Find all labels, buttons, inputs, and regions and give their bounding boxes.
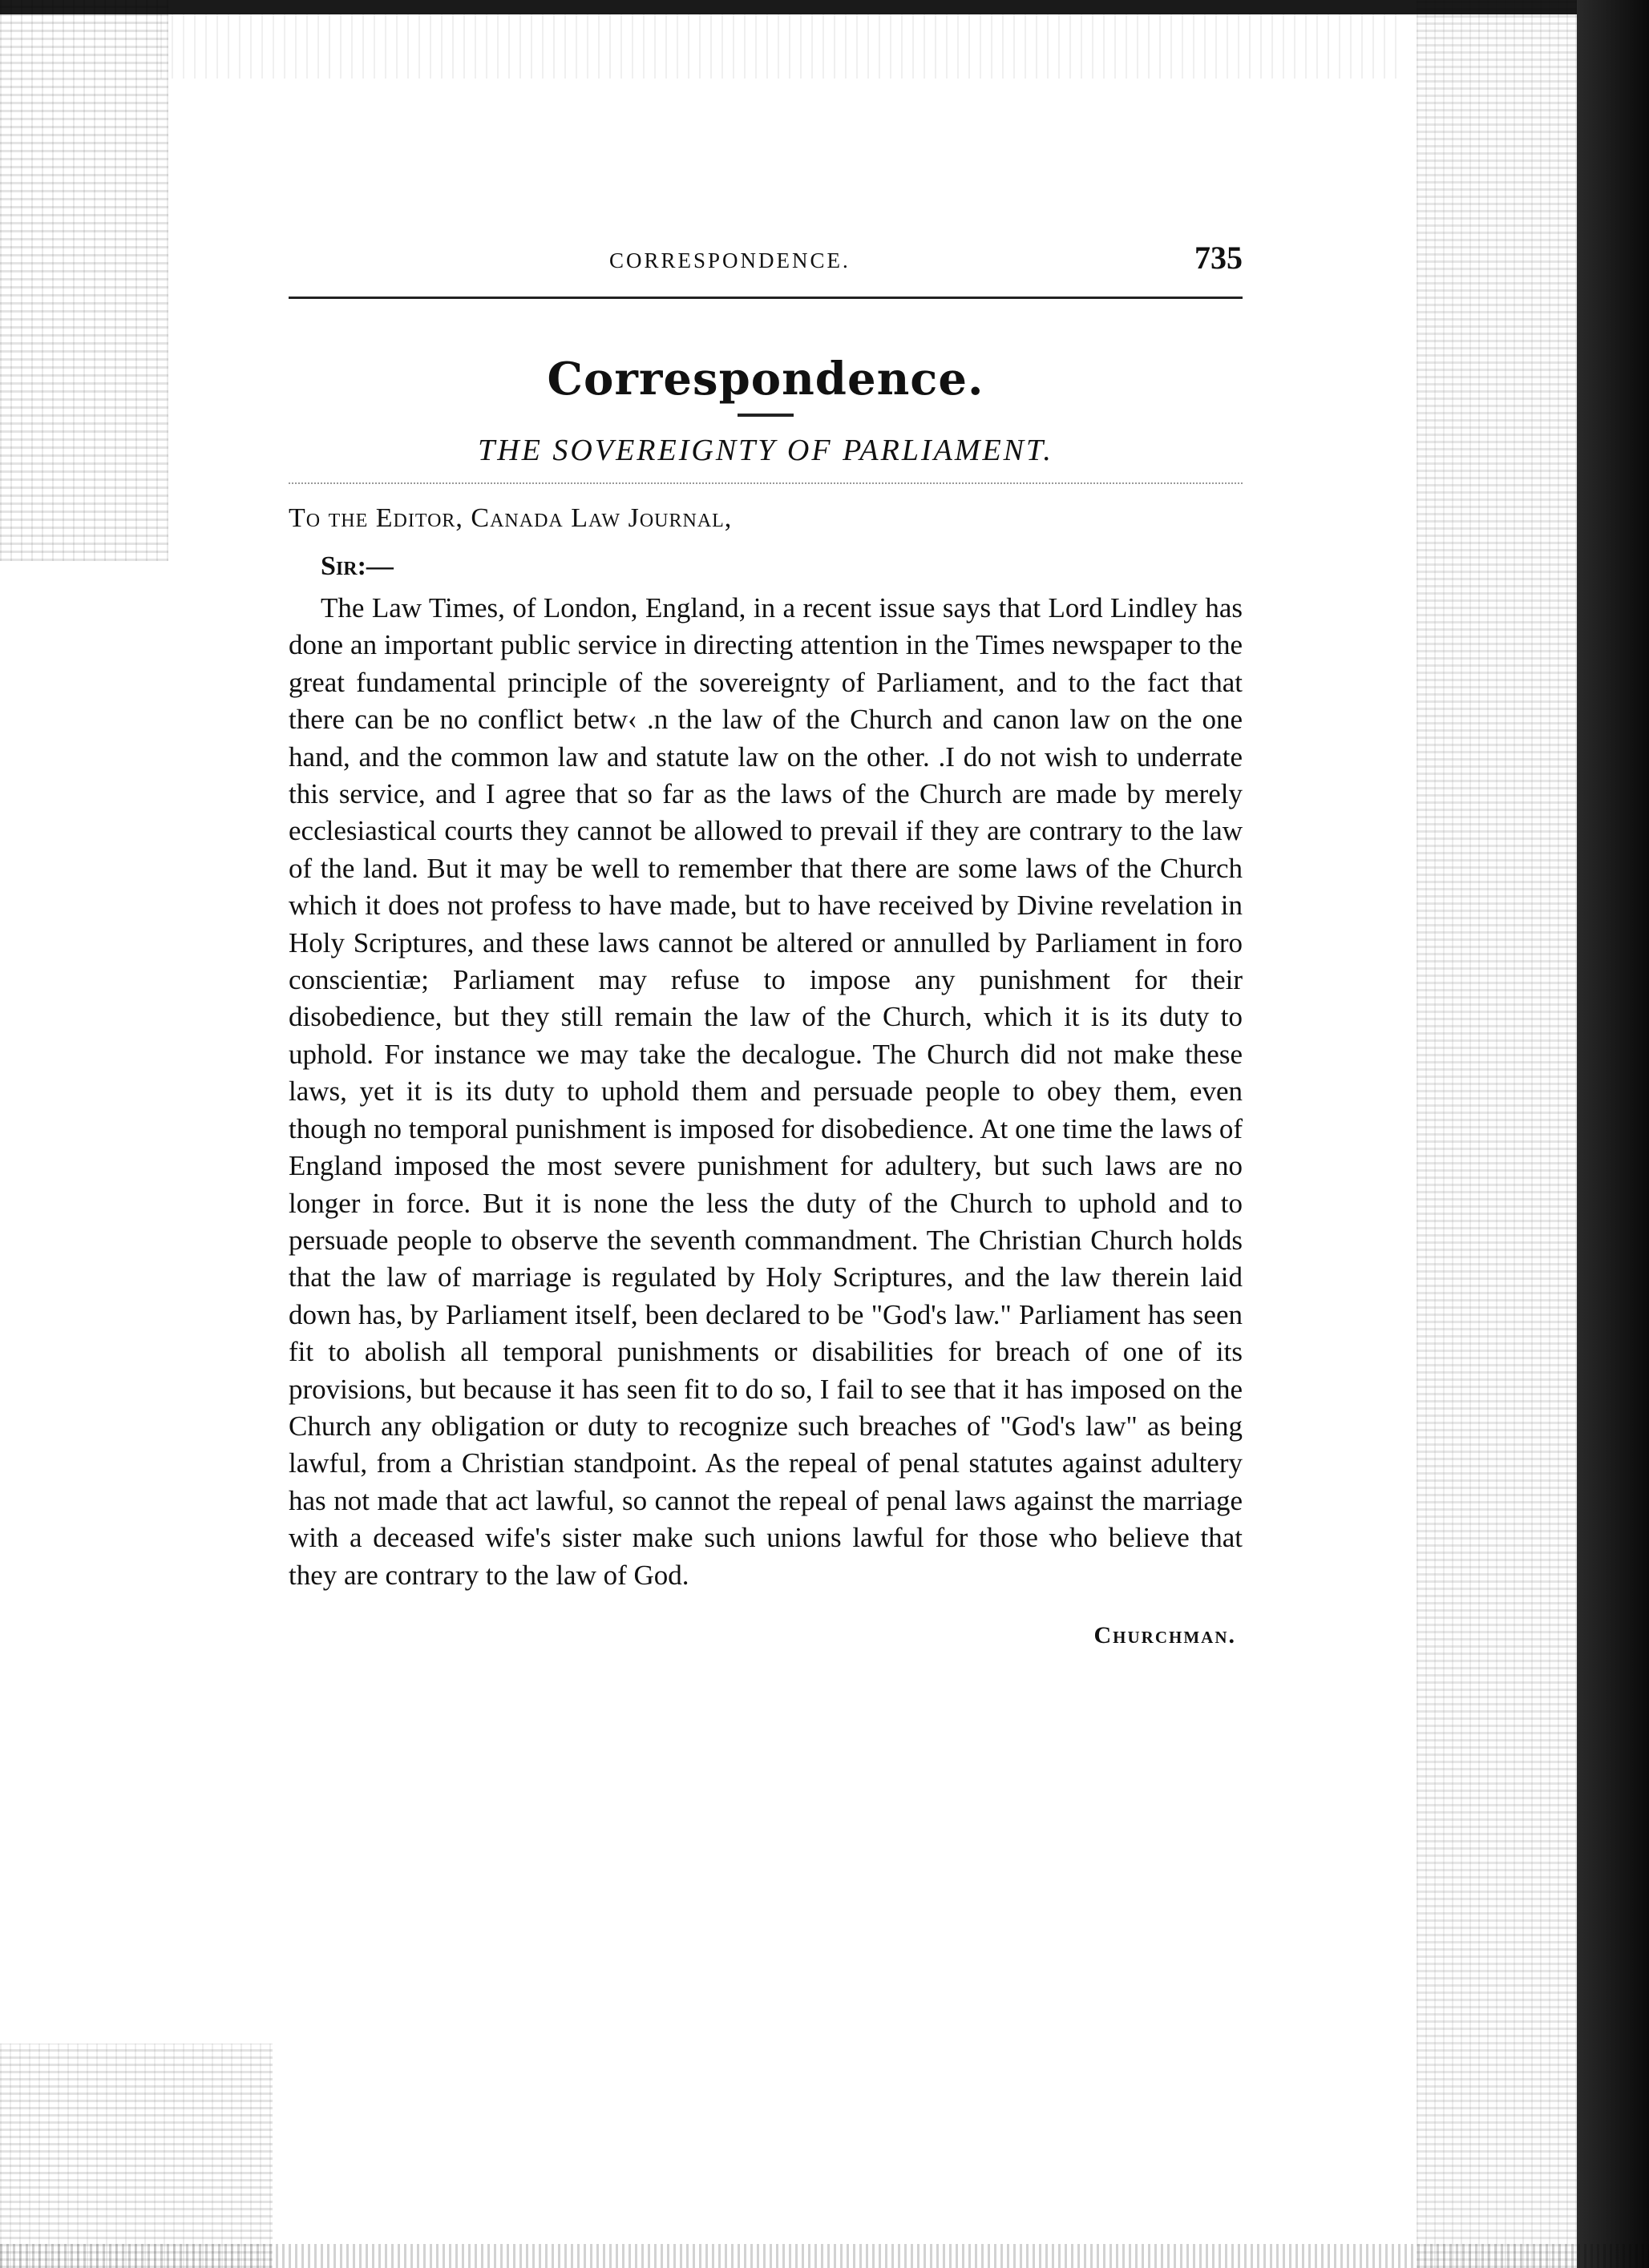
running-title: CORRESPONDENCE. — [609, 248, 851, 272]
header-rule — [289, 297, 1243, 299]
section-title: Correspondence. — [547, 353, 984, 406]
letter-body: The Law Times, of London, England, in a recent issue says that Lord Lindley has done an important public service in directing attention in the Times newspaper to the great fundamental principle of the sovereignty of Parliament, and to the fact that there can be no conflict betw‹ .n the law of the Church and canon law on the one hand, and the common law and statute law on the other. .I do not wish to underrate this service, and I agree that so far as the laws of the Church are made by merely ecclesiastical courts they cannot be allowed to prevail if they are contrary to the law of the land. But it may be well to remember that there are some laws of the Church which it does not profess to have made, but to have received by Divine revelation in Holy Scriptures, and these laws cannot be altered or annulled by Parliament in foro conscientiæ; Parliament may refuse to impose any punishment for their disobedience, but they still remain the law of the Church, which it is its duty to uphold. For instance we may take the decalogue. The Church did not make these laws, yet it is its duty to uphold them and persuade people to obey them, even though no temporal punishment is imposed for disobedience. At one time the laws of England imposed the most severe punishment for adultery, but such laws are no longer in force. But it is none the less the duty of the Church to uphold and to persuade people to observe the seventh commandment. The Christian Church holds that the law of marriage is regulated by Holy Scriptures, and the law therein laid down has, by Parliament itself, been declared to be "God's law." Parliament has seen fit to abolish all temporal punishments or disabilities for breach of one of its provisions, but because it has seen fit to do so, I fail to see that it has imposed on the Church any obligation or duty to recognize such breaches of "God's law" as being lawful, from a Christian standpoint. As the repeal of penal statutes against adultery has not made that act lawful, so cannot the repeal of penal laws against the marriage with a deceased wife's sister make such unions lawful for those who believe that they are contrary to the law of God. — [289, 592, 1243, 1591]
scan-noise-right — [1417, 0, 1577, 2268]
scan-edge-bottom — [0, 2244, 1649, 2268]
title-rule — [738, 414, 794, 417]
article-title: THE SOVEREIGNTY OF PARLIAMENT. — [478, 434, 1053, 467]
page-number: 735 — [1194, 240, 1243, 276]
running-header — [289, 240, 1243, 297]
scan-edge-right — [1577, 0, 1649, 2268]
signature: Churchman. — [1093, 1621, 1236, 1649]
greeting: Sir:— — [321, 551, 394, 581]
document-page — [289, 240, 1243, 1649]
dotted-divider — [289, 482, 1243, 484]
scan-noise-left-top — [0, 0, 168, 561]
scan-edge-top — [0, 0, 1649, 14]
scan-noise-top — [160, 14, 1403, 79]
scan-noise-left-bottom — [0, 2044, 273, 2268]
salutation: To the Editor, Canada Law Journal, — [289, 503, 733, 533]
